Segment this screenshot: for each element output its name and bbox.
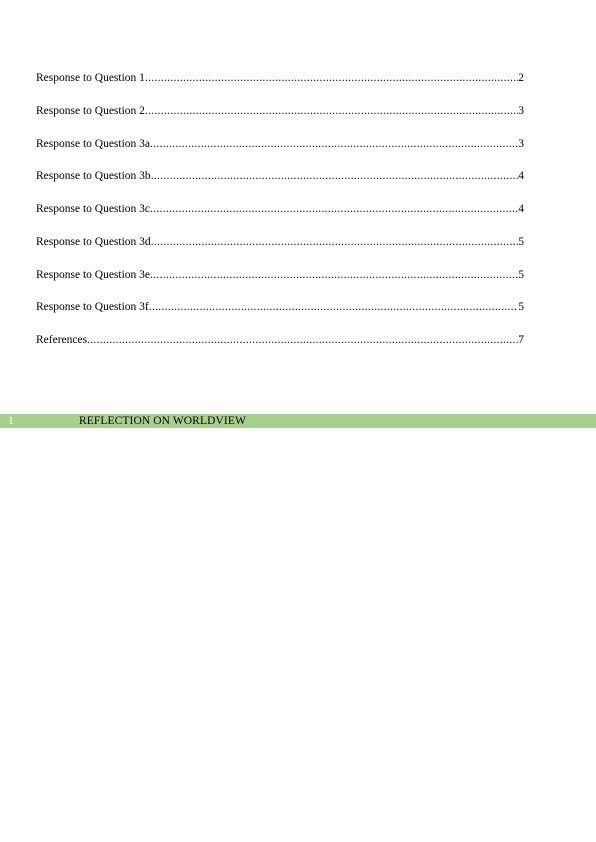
toc-entry-label: Response to Question 3d xyxy=(36,235,151,248)
toc-entry-label: Response to Question 2 xyxy=(36,104,145,117)
toc-dot-leader xyxy=(145,71,518,85)
toc-entry-label: Response to Question 1 xyxy=(36,72,145,84)
toc-entry-page: 4 xyxy=(518,203,524,215)
toc-dot-leader xyxy=(151,169,519,183)
toc-dot-leader xyxy=(87,333,518,347)
toc-dot-leader xyxy=(150,137,518,151)
toc-dot-leader xyxy=(150,202,518,216)
table-of-contents xyxy=(36,71,524,366)
toc-dot-leader xyxy=(149,300,518,314)
toc-dot-leader xyxy=(145,104,518,118)
toc-entry[interactable] xyxy=(36,202,524,235)
toc-entry-page: 5 xyxy=(518,235,524,248)
toc-dot-leader xyxy=(150,268,518,282)
toc-entry-page: 7 xyxy=(518,334,524,346)
toc-entry-label: Response to Question 3c xyxy=(36,203,151,215)
toc-entry[interactable] xyxy=(36,300,524,333)
toc-entry-label: Response to Question 3f xyxy=(36,301,149,314)
toc-entry[interactable] xyxy=(36,71,524,104)
toc-entry-label: Response to Question 3e xyxy=(36,268,151,281)
toc-entry-label: Response to Question 3b xyxy=(36,170,151,183)
toc-entry[interactable] xyxy=(36,137,524,170)
toc-entry[interactable] xyxy=(36,104,524,137)
toc-entry-page: 5 xyxy=(518,268,524,281)
toc-entry-page: 3 xyxy=(518,137,524,150)
page-number: 1 xyxy=(8,415,14,427)
toc-entry-page: 2 xyxy=(518,72,524,84)
toc-entry-page: 3 xyxy=(518,104,524,117)
toc-entry[interactable] xyxy=(36,169,524,202)
running-head-title: REFLECTION ON WORLDVIEW xyxy=(79,415,246,427)
toc-entry-page: 5 xyxy=(518,301,524,314)
toc-entry[interactable] xyxy=(36,268,524,301)
toc-entry-label: Response to Question 3a xyxy=(36,137,151,150)
toc-entry-label: References xyxy=(36,334,88,346)
toc-entry[interactable] xyxy=(36,235,524,268)
toc-entry[interactable] xyxy=(36,333,524,366)
toc-dot-leader xyxy=(151,235,519,249)
page-header-band xyxy=(0,414,596,428)
toc-entry-page: 4 xyxy=(518,170,524,183)
